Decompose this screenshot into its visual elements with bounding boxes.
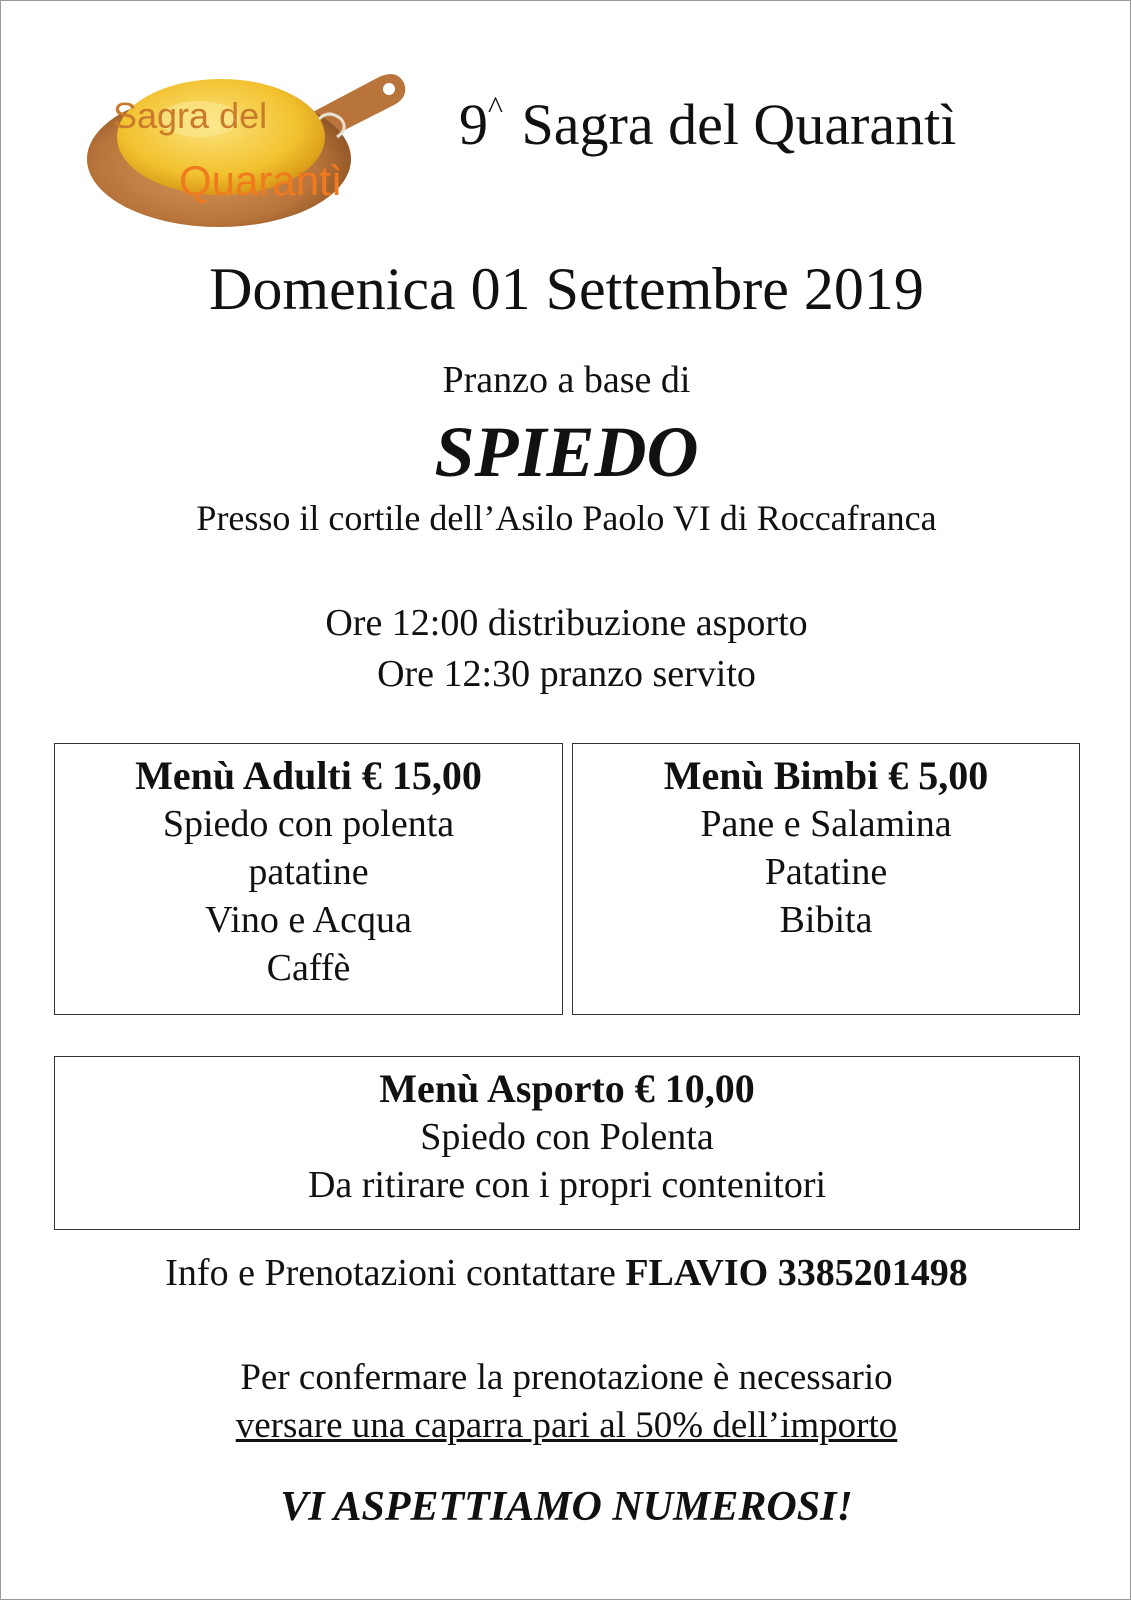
menu-bimbi-box (572, 743, 1080, 1015)
menu-bimbi-title: Menù Bimbi € 5,00 (663, 753, 989, 798)
menu-adulti-title: Menù Adulti € 15,00 (135, 753, 482, 798)
deposit-note: versare una caparra pari al 50% dell’importo (235, 1405, 898, 1446)
booking-contact: FLAVIO 3385201498 (625, 1252, 968, 1294)
dish-name: SPIEDO (434, 412, 699, 492)
menu-item: patatine (248, 851, 369, 893)
confirmation-line2 (1, 1404, 1131, 1447)
menu-adulti-box (54, 743, 563, 1015)
menu-asporto-title: Menù Asporto € 10,00 (379, 1066, 755, 1111)
menu-item: Spiedo con Polenta (420, 1116, 714, 1158)
logo-text-line1: Sagra del (113, 95, 268, 136)
menu-item: Pane e Salamina (700, 803, 952, 845)
confirmation-line1: Per confermare la prenotazione è necessario (240, 1357, 893, 1398)
polenta-board-icon (79, 59, 419, 234)
booking-info-text: Info e Prenotazioni contattare (165, 1252, 626, 1294)
event-name: Sagra del Quarantì (521, 92, 957, 157)
schedule-takeaway: Ore 12:00 distribuzione asporto (325, 602, 808, 644)
event-date: Domenica 01 Settembre 2019 (209, 256, 924, 322)
menu-asporto-box (54, 1056, 1080, 1230)
closing-message: VI ASPETTIAMO NUMEROSI! (280, 1484, 853, 1530)
schedule-lunch: Ore 12:30 pranzo servito (377, 653, 756, 695)
menu-item: Bibita (779, 899, 873, 941)
menu-item: Patatine (764, 851, 888, 893)
event-location: Presso il cortile dell’Asilo Paolo VI di Roccafranca (196, 498, 937, 538)
menu-item: Caffè (266, 947, 351, 989)
booking-info (1, 1251, 1131, 1295)
logo-text-line2: Quarantì (179, 157, 343, 204)
sagra-logo (79, 59, 419, 234)
menu-item: Vino e Acqua (205, 899, 412, 941)
edition-mark: ^ (488, 89, 504, 125)
menu-item: Spiedo con polenta (162, 803, 455, 845)
menu-item: Da ritirare con i propri contenitori (307, 1164, 827, 1206)
lunch-intro: Pranzo a base di (442, 359, 691, 401)
edition-number: 9 (459, 92, 488, 157)
event-title (459, 89, 956, 158)
